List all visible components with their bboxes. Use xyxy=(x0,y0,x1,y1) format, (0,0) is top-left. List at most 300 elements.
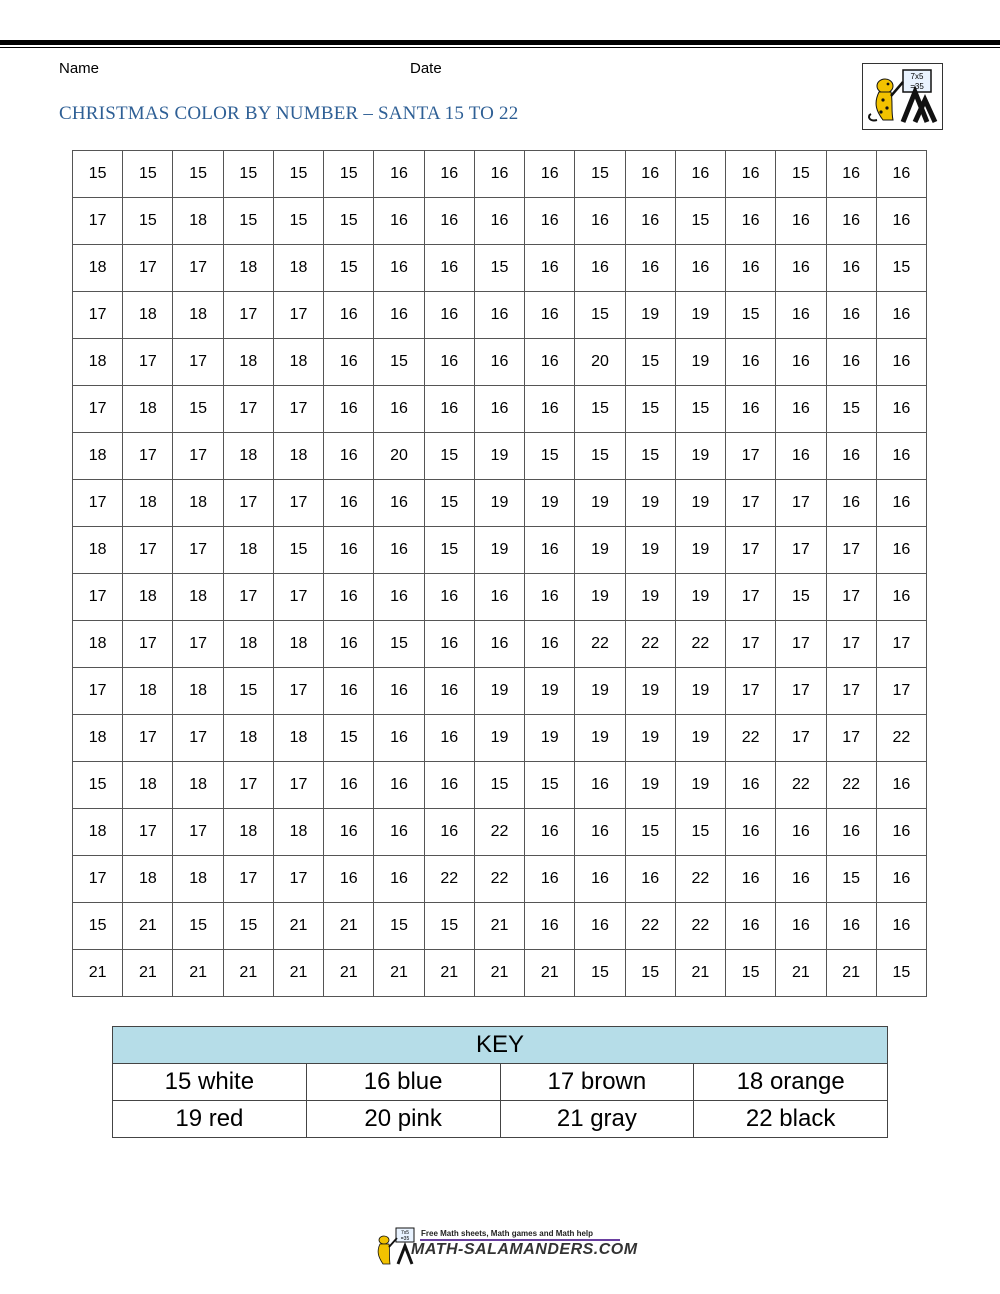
grid-cell: 16 xyxy=(374,151,424,198)
date-label: Date xyxy=(410,60,442,77)
grid-cell: 18 xyxy=(73,433,123,480)
grid-cell: 15 xyxy=(324,151,374,198)
grid-cell: 15 xyxy=(374,339,424,386)
grid-cell: 17 xyxy=(123,433,173,480)
grid-cell: 17 xyxy=(123,527,173,574)
grid-cell: 19 xyxy=(474,668,524,715)
grid-cell: 17 xyxy=(776,621,826,668)
grid-cell: 19 xyxy=(625,527,675,574)
grid-cell: 16 xyxy=(876,292,926,339)
grid-row xyxy=(73,480,927,527)
grid-cell: 18 xyxy=(173,574,223,621)
grid-cell: 17 xyxy=(73,480,123,527)
grid-cell: 16 xyxy=(324,433,374,480)
grid-cell: 21 xyxy=(273,903,323,950)
key-entry: 18 orange xyxy=(694,1064,888,1101)
grid-cell: 16 xyxy=(474,574,524,621)
grid-cell: 16 xyxy=(374,715,424,762)
grid-cell: 15 xyxy=(675,198,725,245)
key-entry: 15 white xyxy=(113,1064,307,1101)
grid-cell: 16 xyxy=(525,809,575,856)
grid-cell: 19 xyxy=(675,480,725,527)
grid-cell: 17 xyxy=(223,856,273,903)
grid-cell: 19 xyxy=(675,527,725,574)
grid-cell: 17 xyxy=(273,762,323,809)
grid-cell: 18 xyxy=(123,386,173,433)
grid-cell: 15 xyxy=(223,198,273,245)
grid-cell: 16 xyxy=(374,668,424,715)
grid-cell: 22 xyxy=(625,621,675,668)
grid-cell: 15 xyxy=(575,386,625,433)
grid-cell: 19 xyxy=(575,668,625,715)
grid-cell: 15 xyxy=(675,809,725,856)
key-entry: 21 gray xyxy=(500,1101,694,1138)
grid-cell: 15 xyxy=(575,950,625,997)
grid-cell: 16 xyxy=(525,574,575,621)
grid-cell: 16 xyxy=(876,433,926,480)
grid-cell: 21 xyxy=(525,950,575,997)
grid-cell: 19 xyxy=(675,668,725,715)
grid-cell: 19 xyxy=(575,715,625,762)
grid-cell: 19 xyxy=(474,715,524,762)
grid-cell: 16 xyxy=(826,433,876,480)
grid-cell: 15 xyxy=(424,433,474,480)
grid-cell: 15 xyxy=(73,151,123,198)
grid-cell: 22 xyxy=(675,856,725,903)
grid-cell: 17 xyxy=(223,480,273,527)
key-header-row xyxy=(113,1027,888,1064)
grid-cell: 19 xyxy=(625,480,675,527)
grid-cell: 16 xyxy=(876,198,926,245)
grid-cell: 16 xyxy=(625,151,675,198)
grid-cell: 16 xyxy=(474,198,524,245)
grid-cell: 19 xyxy=(525,715,575,762)
grid-cell: 18 xyxy=(73,245,123,292)
grid-cell: 16 xyxy=(424,809,474,856)
grid-cell: 16 xyxy=(324,668,374,715)
grid-cell: 17 xyxy=(223,292,273,339)
grid-cell: 17 xyxy=(876,621,926,668)
key-entry: 22 black xyxy=(694,1101,888,1138)
grid-cell: 16 xyxy=(474,151,524,198)
grid-cell: 16 xyxy=(525,245,575,292)
grid-cell: 17 xyxy=(223,574,273,621)
grid-cell: 17 xyxy=(223,386,273,433)
grid-cell: 16 xyxy=(876,809,926,856)
grid-cell: 15 xyxy=(625,339,675,386)
grid-row xyxy=(73,527,927,574)
grid-cell: 16 xyxy=(826,809,876,856)
color-by-number-grid xyxy=(72,150,927,997)
grid-cell: 19 xyxy=(675,339,725,386)
grid-cell: 16 xyxy=(876,480,926,527)
grid-cell: 17 xyxy=(273,856,323,903)
grid-cell: 17 xyxy=(726,527,776,574)
grid-cell: 21 xyxy=(424,950,474,997)
grid-row xyxy=(73,950,927,997)
grid-cell: 16 xyxy=(424,339,474,386)
grid-cell: 20 xyxy=(575,339,625,386)
grid-cell: 18 xyxy=(273,621,323,668)
grid-cell: 19 xyxy=(474,433,524,480)
grid-cell: 16 xyxy=(726,339,776,386)
grid-cell: 18 xyxy=(123,292,173,339)
grid-cell: 16 xyxy=(776,903,826,950)
grid-cell: 16 xyxy=(324,574,374,621)
grid-cell: 17 xyxy=(826,715,876,762)
grid-cell: 17 xyxy=(826,574,876,621)
grid-cell: 16 xyxy=(374,245,424,292)
grid-cell: 19 xyxy=(625,715,675,762)
grid-cell: 16 xyxy=(726,245,776,292)
grid-cell: 16 xyxy=(424,151,474,198)
grid-cell: 16 xyxy=(776,433,826,480)
grid-cell: 18 xyxy=(123,480,173,527)
grid-cell: 19 xyxy=(474,480,524,527)
grid-cell: 19 xyxy=(474,527,524,574)
grid-cell: 18 xyxy=(73,621,123,668)
grid-cell: 15 xyxy=(424,480,474,527)
grid-cell: 16 xyxy=(776,198,826,245)
grid-cell: 16 xyxy=(374,762,424,809)
grid-cell: 22 xyxy=(675,621,725,668)
grid-cell: 16 xyxy=(826,151,876,198)
grid-cell: 15 xyxy=(474,762,524,809)
grid-cell: 17 xyxy=(273,574,323,621)
grid-cell: 19 xyxy=(675,715,725,762)
grid-cell: 15 xyxy=(324,198,374,245)
grid-cell: 16 xyxy=(374,198,424,245)
grid-cell: 16 xyxy=(424,386,474,433)
grid-cell: 16 xyxy=(525,386,575,433)
grid-cell: 18 xyxy=(173,480,223,527)
grid-cell: 15 xyxy=(173,386,223,433)
grid-cell: 17 xyxy=(273,668,323,715)
grid-cell: 15 xyxy=(273,527,323,574)
grid-cell: 18 xyxy=(273,809,323,856)
grid-row xyxy=(73,151,927,198)
grid-cell: 19 xyxy=(575,527,625,574)
grid-cell: 15 xyxy=(776,574,826,621)
grid-cell: 22 xyxy=(876,715,926,762)
grid-cell: 15 xyxy=(324,715,374,762)
grid-cell: 16 xyxy=(424,668,474,715)
key-title: KEY xyxy=(113,1027,888,1064)
grid-cell: 16 xyxy=(474,292,524,339)
grid-cell: 19 xyxy=(525,480,575,527)
grid-cell: 16 xyxy=(525,621,575,668)
grid-row xyxy=(73,668,927,715)
grid-cell: 19 xyxy=(675,433,725,480)
grid-cell: 19 xyxy=(575,574,625,621)
grid-cell: 16 xyxy=(575,762,625,809)
grid-cell: 18 xyxy=(173,668,223,715)
grid-row xyxy=(73,715,927,762)
grid-cell: 21 xyxy=(273,950,323,997)
grid-cell: 17 xyxy=(123,715,173,762)
grid-cell: 19 xyxy=(625,668,675,715)
grid-cell: 15 xyxy=(223,668,273,715)
key-entry: 16 blue xyxy=(306,1064,500,1101)
grid-cell: 22 xyxy=(575,621,625,668)
grid-cell: 16 xyxy=(876,574,926,621)
grid-cell: 15 xyxy=(675,386,725,433)
grid-cell: 16 xyxy=(776,386,826,433)
grid-cell: 16 xyxy=(424,762,474,809)
grid-cell: 22 xyxy=(474,809,524,856)
logo-board-text: 7x5 xyxy=(910,72,924,81)
grid-cell: 16 xyxy=(826,480,876,527)
grid-cell: 16 xyxy=(525,856,575,903)
grid-cell: 22 xyxy=(726,715,776,762)
grid-cell: 16 xyxy=(575,245,625,292)
grid-cell: 16 xyxy=(726,762,776,809)
grid-cell: 15 xyxy=(374,903,424,950)
grid-cell: 16 xyxy=(876,386,926,433)
grid-cell: 16 xyxy=(324,386,374,433)
grid-cell: 19 xyxy=(625,762,675,809)
grid-cell: 16 xyxy=(675,151,725,198)
grid-cell: 17 xyxy=(223,762,273,809)
grid-cell: 17 xyxy=(776,668,826,715)
grid-cell: 15 xyxy=(575,433,625,480)
grid-cell: 15 xyxy=(73,762,123,809)
grid-cell: 17 xyxy=(73,668,123,715)
grid-cell: 17 xyxy=(123,339,173,386)
grid-cell: 22 xyxy=(424,856,474,903)
grid-cell: 18 xyxy=(273,433,323,480)
grid-cell: 21 xyxy=(324,903,374,950)
grid-cell: 17 xyxy=(73,386,123,433)
key-entry: 19 red xyxy=(113,1101,307,1138)
grid-cell: 15 xyxy=(424,903,474,950)
grid-cell: 18 xyxy=(173,198,223,245)
grid-cell: 17 xyxy=(73,292,123,339)
grid-cell: 16 xyxy=(474,621,524,668)
grid-cell: 16 xyxy=(876,903,926,950)
grid-cell: 16 xyxy=(826,292,876,339)
grid-cell: 16 xyxy=(575,856,625,903)
grid-cell: 16 xyxy=(876,339,926,386)
grid-cell: 17 xyxy=(123,809,173,856)
grid-cell: 17 xyxy=(73,198,123,245)
grid-cell: 16 xyxy=(726,198,776,245)
svg-text:=35: =35 xyxy=(400,1236,410,1242)
grid-row xyxy=(73,339,927,386)
grid-cell: 17 xyxy=(826,621,876,668)
grid-row xyxy=(73,386,927,433)
footer-site-link[interactable]: MATH-SALAMANDERS.COM xyxy=(411,1241,638,1258)
grid-row xyxy=(73,762,927,809)
grid-cell: 19 xyxy=(675,292,725,339)
key-entry: 20 pink xyxy=(306,1101,500,1138)
name-label: Name xyxy=(59,60,100,77)
grid-cell: 16 xyxy=(374,856,424,903)
grid-cell: 18 xyxy=(223,715,273,762)
grid-cell: 21 xyxy=(324,950,374,997)
grid-cell: 21 xyxy=(374,950,424,997)
grid-cell: 19 xyxy=(675,762,725,809)
grid-cell: 16 xyxy=(324,480,374,527)
grid-cell: 21 xyxy=(223,950,273,997)
key-entry: 17 brown xyxy=(500,1064,694,1101)
grid-cell: 15 xyxy=(374,621,424,668)
grid-cell: 22 xyxy=(826,762,876,809)
grid-row xyxy=(73,856,927,903)
grid-cell: 15 xyxy=(273,151,323,198)
grid-cell: 21 xyxy=(776,950,826,997)
grid-row xyxy=(73,198,927,245)
grid-cell: 16 xyxy=(324,762,374,809)
grid-cell: 17 xyxy=(173,245,223,292)
grid-cell: 16 xyxy=(726,386,776,433)
grid-cell: 18 xyxy=(173,292,223,339)
grid-cell: 16 xyxy=(474,339,524,386)
grid-cell: 15 xyxy=(424,527,474,574)
grid-cell: 16 xyxy=(776,292,826,339)
grid-cell: 16 xyxy=(424,574,474,621)
grid-cell: 16 xyxy=(374,527,424,574)
grid-cell: 18 xyxy=(173,856,223,903)
grid-cell: 15 xyxy=(525,762,575,809)
key-row xyxy=(113,1064,888,1101)
grid-cell: 19 xyxy=(625,292,675,339)
grid-cell: 15 xyxy=(223,903,273,950)
grid-cell: 21 xyxy=(123,903,173,950)
grid-cell: 16 xyxy=(324,292,374,339)
grid-cell: 16 xyxy=(324,809,374,856)
grid-cell: 17 xyxy=(726,574,776,621)
grid-cell: 18 xyxy=(73,809,123,856)
grid-cell: 16 xyxy=(374,574,424,621)
grid-row xyxy=(73,809,927,856)
grid-cell: 19 xyxy=(575,480,625,527)
top-rule-thin xyxy=(0,47,1000,48)
top-rule-thick xyxy=(0,40,1000,45)
grid-cell: 17 xyxy=(876,668,926,715)
grid-cell: 17 xyxy=(273,480,323,527)
footer-board-text: 7x5 xyxy=(400,1230,410,1236)
grid-cell: 18 xyxy=(223,621,273,668)
grid-cell: 16 xyxy=(876,527,926,574)
grid-cell: 22 xyxy=(474,856,524,903)
grid-cell: 21 xyxy=(73,950,123,997)
grid-row xyxy=(73,574,927,621)
grid-cell: 17 xyxy=(776,715,826,762)
grid-row xyxy=(73,621,927,668)
grid-cell: 18 xyxy=(273,245,323,292)
grid-cell: 21 xyxy=(474,903,524,950)
grid-cell: 18 xyxy=(223,809,273,856)
grid-cell: 15 xyxy=(474,245,524,292)
grid-cell: 16 xyxy=(876,151,926,198)
grid-cell: 19 xyxy=(625,574,675,621)
grid-cell: 16 xyxy=(525,339,575,386)
grid-cell: 17 xyxy=(173,809,223,856)
grid-cell: 15 xyxy=(726,950,776,997)
grid-cell: 15 xyxy=(776,151,826,198)
grid-cell: 16 xyxy=(776,809,826,856)
grid-cell: 15 xyxy=(876,950,926,997)
grid-cell: 17 xyxy=(73,856,123,903)
grid-cell: 16 xyxy=(324,621,374,668)
grid-cell: 18 xyxy=(223,433,273,480)
grid-cell: 16 xyxy=(575,198,625,245)
grid-cell: 15 xyxy=(173,903,223,950)
grid-cell: 16 xyxy=(525,292,575,339)
grid-cell: 15 xyxy=(173,151,223,198)
grid-cell: 21 xyxy=(173,950,223,997)
grid-cell: 21 xyxy=(675,950,725,997)
grid-cell: 17 xyxy=(273,386,323,433)
grid-cell: 15 xyxy=(123,151,173,198)
grid-cell: 17 xyxy=(776,527,826,574)
grid-cell: 16 xyxy=(876,856,926,903)
grid-cell: 16 xyxy=(776,245,826,292)
grid-cell: 16 xyxy=(525,903,575,950)
grid-cell: 17 xyxy=(173,715,223,762)
grid-cell: 16 xyxy=(374,292,424,339)
grid-cell: 16 xyxy=(776,339,826,386)
grid-cell: 16 xyxy=(374,480,424,527)
grid-cell: 16 xyxy=(424,292,474,339)
grid-cell: 17 xyxy=(726,480,776,527)
grid-cell: 21 xyxy=(826,950,876,997)
grid-cell: 15 xyxy=(273,198,323,245)
grid-cell: 15 xyxy=(223,151,273,198)
grid-cell: 16 xyxy=(525,198,575,245)
grid-cell: 15 xyxy=(625,433,675,480)
grid-cell: 17 xyxy=(826,527,876,574)
grid-cell: 21 xyxy=(474,950,524,997)
grid-cell: 16 xyxy=(625,245,675,292)
grid-cell: 18 xyxy=(123,762,173,809)
grid-cell: 17 xyxy=(726,621,776,668)
grid-cell: 15 xyxy=(123,198,173,245)
grid-cell: 18 xyxy=(123,574,173,621)
grid-cell: 15 xyxy=(625,809,675,856)
grid-cell: 15 xyxy=(575,292,625,339)
grid-cell: 16 xyxy=(776,856,826,903)
grid-cell: 18 xyxy=(123,668,173,715)
grid-cell: 19 xyxy=(525,668,575,715)
grid-cell: 22 xyxy=(675,903,725,950)
grid-cell: 17 xyxy=(173,339,223,386)
grid-cell: 15 xyxy=(826,856,876,903)
grid-cell: 18 xyxy=(273,339,323,386)
salamander-logo xyxy=(862,63,943,130)
grid-cell: 16 xyxy=(625,198,675,245)
grid-cell: 18 xyxy=(273,715,323,762)
key-row xyxy=(113,1101,888,1138)
grid-cell: 16 xyxy=(826,903,876,950)
grid-cell: 16 xyxy=(474,386,524,433)
footer-tagline: Free Math sheets, Math games and Math help xyxy=(421,1229,594,1238)
grid-cell: 15 xyxy=(525,433,575,480)
grid-cell: 15 xyxy=(625,950,675,997)
grid-cell: 16 xyxy=(424,198,474,245)
grid-cell: 22 xyxy=(625,903,675,950)
grid-cell: 16 xyxy=(625,856,675,903)
grid-row xyxy=(73,245,927,292)
grid-cell: 16 xyxy=(826,245,876,292)
grid-cell: 17 xyxy=(123,621,173,668)
grid-cell: 15 xyxy=(575,151,625,198)
grid-cell: 18 xyxy=(173,762,223,809)
grid-cell: 16 xyxy=(374,386,424,433)
grid-cell: 16 xyxy=(826,339,876,386)
grid-cell: 16 xyxy=(575,903,625,950)
